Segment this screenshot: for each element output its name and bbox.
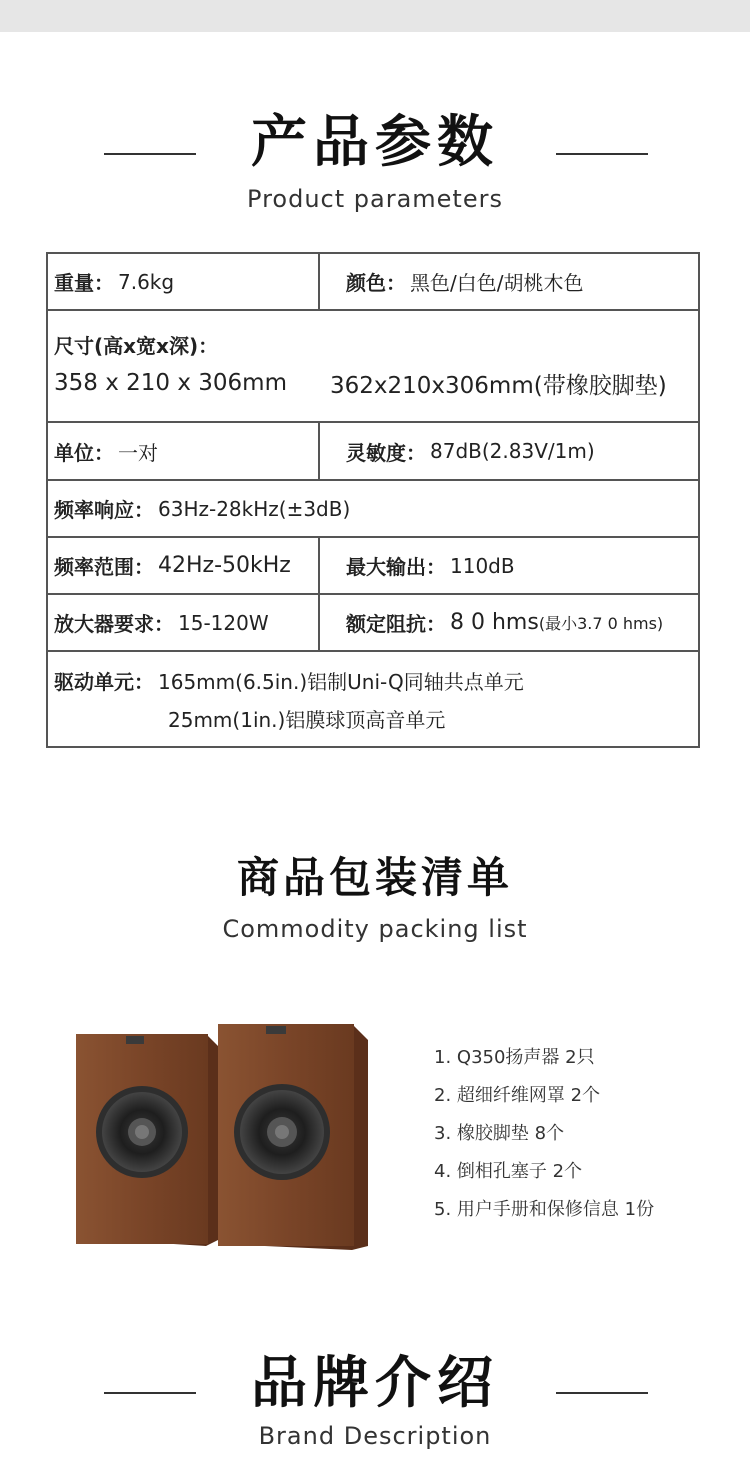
spec-key: 额定阻抗： (346, 612, 446, 636)
spec-value: 87dB(2.83V/1m) (430, 439, 595, 463)
spec-key: 灵敏度： (346, 440, 426, 465)
list-item: 2. 超细纤维网罩 2个 (434, 1085, 601, 1106)
list-item: 1. Q350扬声器 2只 (434, 1047, 595, 1068)
spec-table (46, 252, 700, 748)
spec-cell (320, 595, 698, 650)
speaker-right (218, 1024, 368, 1250)
spec-cell (48, 538, 320, 593)
spec-value: 42Hz-50kHz (158, 553, 291, 578)
packing-subtitle: Commodity packing list (222, 915, 528, 943)
spec-value: 7.6kg (118, 269, 175, 294)
dimension-value-with-feet: 362x210x306mm(带橡胶脚垫) (330, 372, 667, 399)
list-item: 4. 倒相孔塞子 2个 (434, 1161, 583, 1182)
brand-subtitle: Brand Description (258, 1422, 492, 1450)
speaker-left (76, 1034, 218, 1246)
params-header (0, 110, 750, 213)
spec-row-unit (48, 423, 698, 481)
spec-cell (48, 699, 698, 737)
spec-value: 黑色/白色/胡桃木色 (410, 271, 584, 295)
spec-cell (48, 361, 698, 405)
spec-row-weight (48, 254, 698, 311)
spec-key: 颜色： (346, 271, 406, 295)
packing-title: 商品包装清单 (236, 853, 513, 902)
logo-badge (266, 1026, 286, 1034)
spec-value: 63Hz-28kHz(±3dB) (158, 496, 351, 521)
spec-cell (320, 254, 698, 309)
spec-cell (48, 595, 320, 650)
spec-key: 频率范围： (54, 555, 154, 579)
logo-badge (126, 1036, 144, 1044)
spec-cell (48, 327, 698, 361)
spec-row-amplifier (48, 595, 698, 652)
spec-key: 重量： (54, 271, 114, 295)
spec-row-dimensions (48, 311, 698, 423)
list-item: 5. 用户手册和保修信息 1份 (434, 1199, 655, 1220)
spec-cell (48, 481, 356, 536)
params-title: 产品参数 (251, 110, 499, 175)
spec-value: 15-120W (178, 610, 269, 635)
spec-value: 一对 (118, 440, 158, 465)
spec-row-frequency-response (48, 481, 698, 538)
spec-value: 165mm(6.5in.)铝制Uni-Q同轴共点单元 (158, 669, 524, 694)
spec-cell (48, 661, 698, 699)
spec-cell (320, 538, 698, 593)
spec-key: 最大输出： (346, 555, 446, 579)
spec-key: 驱动单元： (54, 669, 154, 694)
spec-key: 尺寸(高x宽x深)： (54, 333, 219, 358)
spec-value: 25mm(1in.)铝膜球顶高音单元 (168, 707, 446, 732)
brand-title: 品牌介绍 (251, 1351, 499, 1416)
spec-key: 单位： (54, 440, 114, 465)
spec-cell (320, 423, 698, 479)
spec-key: 放大器要求： (54, 612, 174, 636)
packing-list (434, 1046, 654, 1236)
speaker-pair-image (70, 1020, 380, 1255)
spec-cell (48, 254, 320, 309)
dimension-value: 358 x 210 x 306mm (54, 370, 287, 396)
spec-value: 110dB (450, 553, 515, 578)
spec-cell (48, 423, 320, 479)
top-bar (0, 0, 750, 32)
brand-header (0, 1351, 750, 1450)
params-subtitle: Product parameters (247, 185, 503, 213)
spec-value: 8 0 hms (450, 610, 539, 635)
spec-row-drivers (48, 652, 698, 746)
list-item: 3. 橡胶脚垫 8个 (434, 1123, 565, 1144)
spec-value-note: (最小3.7 0 hms) (538, 614, 664, 633)
spec-row-frequency-range (48, 538, 698, 595)
packing-header (0, 845, 750, 943)
spec-key: 频率响应： (54, 498, 154, 522)
